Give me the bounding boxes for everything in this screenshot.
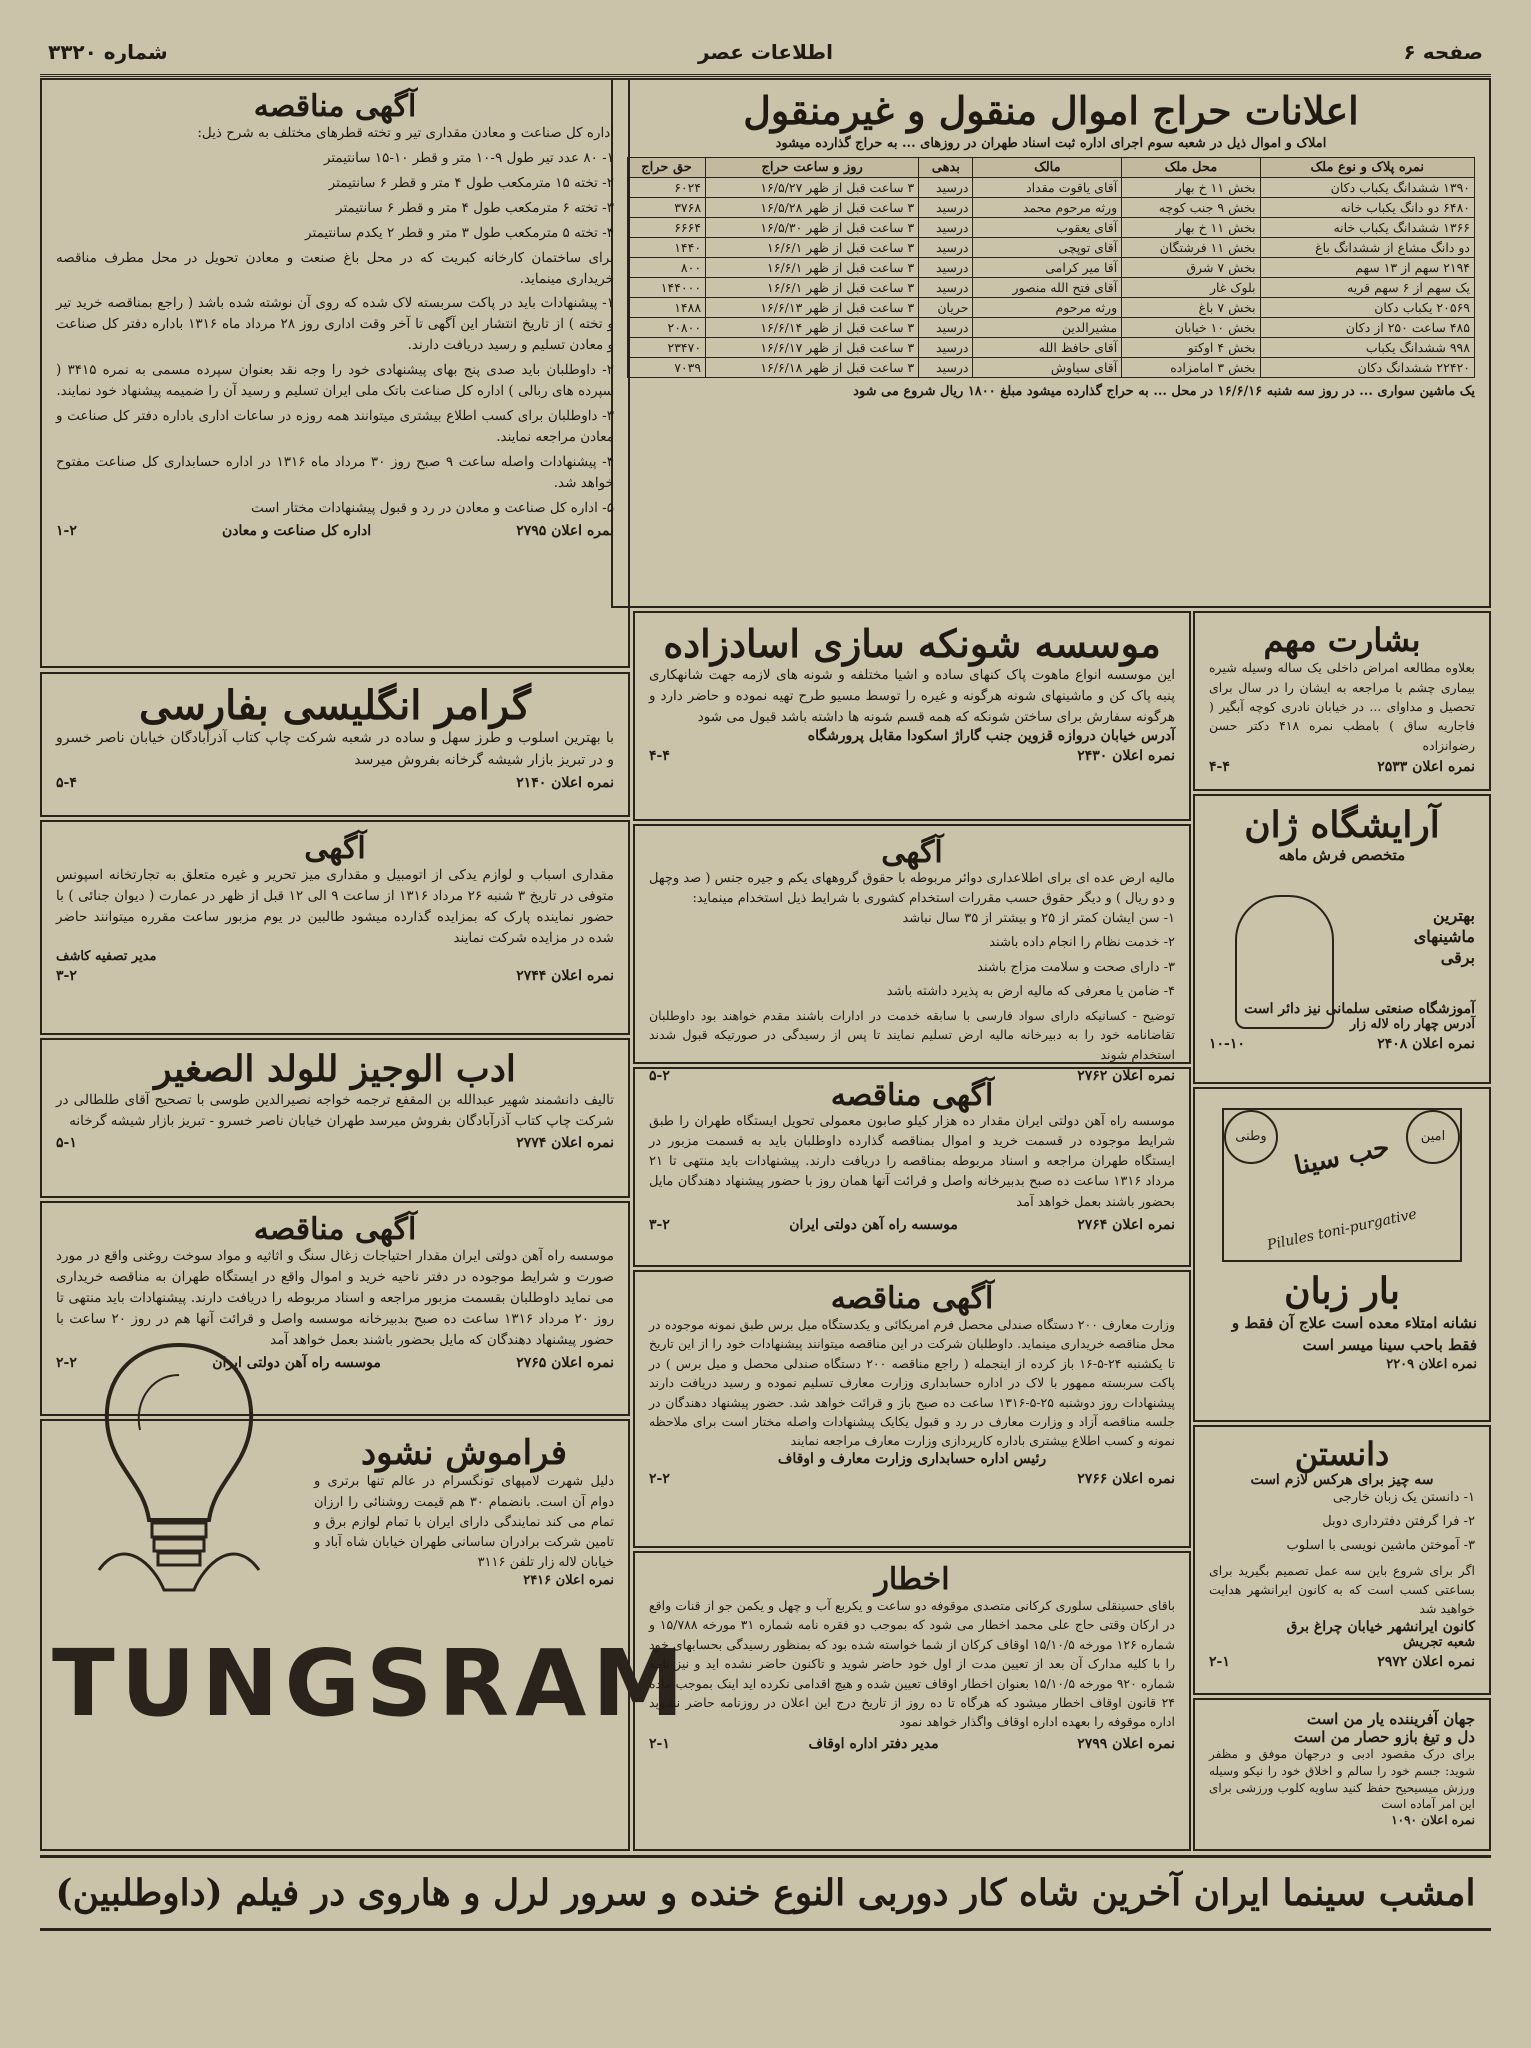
tender4-text: وزارت معارف ۲۰۰ دستگاه صندلی محصل فرم امریکائی و یکدستگاه میل برس طبق نمونه موجوده در محل مناقصه خریداری مینماید. داوطلبان شرکت در این مناقصه میتوانند پیشنهادات خود را از این تاریخ تا یکشنبه ۲۴-۵-۱۶ باز کرده از اینجمله ( راجع مناقصه ۲۰۰ دستگاه صندلی محصل و میل برس ) در پاکت سربسته ممهور با لاک در اداره حسابداری وزارت معارف تسلیم نموده و رسید دریافت دارند پیشنهادات روز دوشنبه ۲۵-۵-۱۳۱۶ ساعت ده صبح باز و قرائت خواهد شد. حضور پیشنهاد دهندگان در جلسه مناقصه آزاد و وزارت معارف در رد و قبول یکایک پیشنهادات واصله مختار است برای ملاحظه نمونه و کسب اطلاع بیشتری باداره کارپردازی وزارت معارف مراجعه نمایند [649, 1317, 1176, 1449]
notice2-title: آگهی [881, 835, 943, 870]
auction-cell: یک سهم از ۶ سهم قریه [1260, 277, 1474, 297]
auction-row [628, 177, 1475, 197]
woman-portrait-icon [1235, 895, 1334, 1029]
tender1-line: ۴- پیشنهادات واصله ساعت ۹ صبح روز ۳۰ مرداد ماه ۱۳۱۶ در اداره حسابداری کل صناعت مفتوح خواهد شد. [56, 453, 614, 491]
col-header: بدهی [919, 157, 973, 177]
asadzadeh-footer [649, 748, 1175, 764]
tender3-text: موسسه راه آهن دولتی ایران مقدار ده هزار کیلو صابون معمولی تحویل ایستگاه طهران را طبق شرایط موجوده در قسمت خرید و اموال بمناقصه گذارده داوطلبان باید به قسمت مزبور در ایستگاه طهران مراجعه و اسناد مربوطه بمناقصه را دریافت دارند. پیشنهادات باید منتهی تا ۲۱ مرداد ۱۳۱۶ ساعت ده صبح بدبیرخانه واصل و قرائت آنها همان روز با حضور پیشنهاد دهندگان مایل بحضور باشند بعمل خواهد آمد [649, 1114, 1175, 1210]
auction-cell: بخش ۱۱ خ بهار [1122, 217, 1260, 237]
auction-cell: ۱۴۸۸ [628, 297, 706, 317]
tender4-sign: رئیس اداره حسابداری وزارت معارف و اوقاف [777, 1450, 1047, 1467]
col-header: مالک [973, 157, 1122, 177]
auction-cell: بخش ۷ شرق [1122, 257, 1260, 277]
tender1-line: ۱- پیشنهادات باید در پاکت سربسته لاک شده که روی آن نوشته شده باشد ( راجع بمناقصه خرید تیر و تخته ) از تاریخ انتشار این آگهی تا آخر وقت اداری روز ۲۸ مرداد ماه ۱۳۱۶ باداره دفتر کل صناعت و معادن تسلیم و رسید دریافت دارند. [56, 295, 614, 354]
auction-cell: ۱۳۶۶ ششدانگ یکباب خانه [1260, 217, 1474, 237]
tender1-line: ۲- داوطلبان باید صدی پنج بهای پیشنهادی خود را وجه نقد بعنوان سپرده مسمی به نمره ۳۴۱۵ ( سپرده های ربالی ) اداره کل صناعت باتک ملی ایران تسلیم و رسید آن را ضمیمه پیشنهاد خود نمایند. [56, 362, 615, 400]
adab-number: نمره اعلان ۲۷۷۴ [516, 1135, 614, 1152]
auction-cell: درسید [919, 177, 973, 197]
auction-cell: ۷۰۳۹ [628, 357, 706, 377]
col-header: محل ملک [1122, 157, 1260, 177]
jahan-subtitle: دل و تیغ بازو حصار من است [1293, 1728, 1475, 1746]
auction-cell: ۱۴۴۰۰۰ [628, 277, 706, 297]
tender4-number: نمره اعلان ۲۷۶۶ [1077, 1470, 1175, 1487]
comb-maker-ad [633, 611, 1191, 821]
zhan-title: آرایشگاه ژان [1244, 804, 1440, 846]
danestan-address: کانون ایرانشهر خیابان چراغ برق [1286, 1618, 1475, 1635]
tender4-code: ۲-۲ [649, 1470, 670, 1487]
tender2-number: نمره اعلان ۲۷۶۵ [516, 1354, 614, 1371]
adab-code: ۵-۱ [56, 1135, 77, 1152]
auction-cell: بخش ۴ اوکتو [1122, 337, 1260, 357]
auction-cell: آقای توپچی [973, 237, 1122, 257]
notice1-code: ۳-۲ [56, 967, 77, 984]
auction-cell: ۲۲۴۲۰ ششدانگ دکان [1260, 357, 1474, 377]
danestan-branch: شعبه تجریش [1403, 1634, 1475, 1650]
tender1-line: ۲- تخته ۱۵ مترمکعب طول ۴ متر و قطر ۶ سانتیمتر [328, 174, 614, 191]
auction-cell: درسید [919, 317, 973, 337]
auction-cell: ۶۴۸۰ دو دانگ یکباب خانه [1260, 197, 1474, 217]
tender2-title: آگهی مناقصه [253, 1212, 417, 1247]
auction-row [628, 337, 1475, 357]
tender-education-ad [633, 1270, 1191, 1548]
auction-note: یک ماشین سواری ... در روز سه شنبه ۱۶/۶/۱۶ در محل ... به حراج گذارده میشود مبلغ ۱۸۰۰ ریال شروع می شود [853, 383, 1475, 399]
tender1-number: نمره اعلان ۲۷۹۵ [516, 522, 614, 539]
auction-title: اعلانات حراج اموال منقول و غیرمنقول [743, 88, 1359, 133]
auction-cell: ۹۹۸ ششدانگ یکباب [1260, 337, 1474, 357]
tender3-sign: موسسه راه آهن دولتی ایران [789, 1216, 958, 1233]
auction-cell: درسید [919, 337, 973, 357]
auction-header-row [628, 157, 1475, 177]
tender3-number: نمره اعلان ۲۷۶۴ [1077, 1216, 1175, 1233]
tender2-text: موسسه راه آهن دولتی ایران مقدار احتیاجات زغال سنگ و اثاثیه و مواد سوخت روغنی واقع در مورد صورت و شرایط موجوده در دفتر ناحیه خرید و اموال واقع در ایستگاه طهران به مناقصه خریداری می نماید داوطلبان بقسمت مزبور مراجعه و اسناد مربوطه را دریافت دارند. پیشنهادات باید منتهی تا روز ۲۰ مرداد ۱۳۱۶ ساعت ده صبح بدبیرخانه موسسه واصل و قرائت آنها هم در روز ۲۰ ساعت با حضور پیشنهاد دهندگان که مایل بحضور باشند بعمل خواهد آمد [56, 1248, 614, 1348]
auction-row [628, 277, 1475, 297]
auction-cell: مشیرالدین [973, 317, 1122, 337]
tender1-footer [56, 523, 614, 539]
notice2-text: مالیه ارض عده ای برای اطلاعداری دوائر مربوطه با حقوق گروههای یکم و جیره جنس ( صد وچهل و دو ریال ) و دیگر حقوق حسب مقررات استخدام کشوری با شرایط ذیل استخدام مینماید: [649, 871, 1175, 907]
ekhtar-text: باقای حسینقلی سلوری کرکانی متصدی موقوفه دو ساعت و یکربع آب و چهل و یکمن جو از قنات واقع در ارکان وقتی حاج علی محمد اخطار می شود که بموجب دو فقره نامه شماره ۳۱ مورخه ۱۵/۷۸۸ و شماره ۱۲۶ مورخه ۱۵/۱۰/۵ اوقاف کرکان از شما خواسته شده بود که بمنظور رسیدگی بحسابهای خود را با کلیه مدارک آن بعد از تعیین مدت از اول خود حاضر شوید و تاکنون حاضر نشده اید و نیز نامه شماره ۹۲۰ مورخه ۱۵/۱۰/۵ بعنوان اخطار اوقاف تعیین شده و هیچ اقدامی نکرده اید اینک بموجب ماده ۲۴ قانون اوقاف اخطار میشود که هرگاه تا ده روز از تاریخ درج این اعلان در روزنامه حاضر نشوید اداره موقوفه را بعهده اداره اوقاف واگذار خواهد نمود [649, 1598, 1175, 1730]
lightbulb-icon [84, 1335, 274, 1615]
tender1-line: ۴- تخته ۵ مترمکعب طول ۳ متر و قطر ۲ یکدم سانتیمتر [305, 224, 614, 241]
ekhtar-code: ۲-۱ [649, 1735, 670, 1752]
notice1-number: نمره اعلان ۲۷۴۴ [516, 967, 614, 984]
auction-cell: بخش ۳ امامزاده [1122, 357, 1260, 377]
auction-cell: درسید [919, 197, 973, 217]
auction-cell: ۲۰۸۰۰ [628, 317, 706, 337]
auction-cell: آقای حافظ الله [973, 337, 1122, 357]
besharat-footer [1209, 759, 1475, 775]
danestan-subtitle: سه چیز برای هرکس لازم است [1250, 1472, 1434, 1489]
auction-cell: ۱۳۹۰ ششدانگ یکباب دکان [1260, 177, 1474, 197]
auction-cell: درسید [919, 357, 973, 377]
tender1-sign: اداره کل صناعت و معادن [221, 522, 372, 539]
zhan-subtitle: متخصص فرش ماهه [1278, 845, 1406, 864]
besharat-ad [1193, 611, 1491, 791]
paper-name: اطلاعات عصر [698, 40, 833, 64]
tender1-body [56, 123, 614, 519]
auction-cell: بخش ۱۱ فرشتگان [1122, 237, 1260, 257]
sina-emblem [1222, 1108, 1462, 1262]
auction-cell: بخش ۱۰ خیابان [1122, 317, 1260, 337]
zhan-number: نمره اعلان ۲۴۰۸ [1377, 1036, 1475, 1052]
col-header: حق حراج [628, 157, 706, 177]
auction-cell: درسید [919, 217, 973, 237]
auction-table [627, 157, 1475, 378]
danestan-ad [1193, 1425, 1491, 1695]
zhan-text: آموزشگاه صنعتی سلمانی نیز دائر است [1244, 1001, 1475, 1017]
grammar-ad [40, 672, 630, 817]
auction-cell: ۳ ساعت قبل از ظهر ۱۶/۶/۱ [706, 277, 919, 297]
issue-number: شماره ۳۳۲۰ [48, 40, 168, 64]
page-number: صفحه ۶ [1403, 40, 1483, 64]
ekhtar-number: نمره اعلان ۲۷۹۹ [1077, 1735, 1175, 1752]
notice1-text: مقداری اسباب و لوازم یدکی از اتومبیل و مقداری میز تحریر و غیره متعلق به تجارتخانه اسپونس متوفی در تاریخ ۳ شنبه ۲۶ مرداد ۱۳۱۶ از ساعت ۹ الی ۱۲ قبل از ظهر در عمارت ( دیوان جنائی ) با حضور نماینده پارک که بمزایده گذارده میشود طالبین در یوم مزبور ساعت مقرره میتوانند حاضر شده در مزایده شرکت نمایند [56, 867, 614, 946]
danestan-item: ۲- فرا گرفتن دفترداری دوبل [1322, 1514, 1475, 1530]
notice1-footer [56, 968, 614, 984]
sports-club-ad [1193, 1698, 1491, 1851]
auction-cell: درسید [919, 277, 973, 297]
grammar-footer [56, 775, 614, 791]
barzaban-title: بار زبان [1284, 1270, 1400, 1312]
auction-cell: ۳ ساعت قبل از ظهر ۱۶/۶/۱۸ [706, 357, 919, 377]
finance-hiring-ad [633, 824, 1191, 1084]
auction-cell: ۳۷۶۸ [628, 197, 706, 217]
auction-cell: آقا میر کرامی [973, 257, 1122, 277]
page-header [40, 34, 1491, 77]
col-header: روز و ساعت حراج [706, 157, 919, 177]
emblem-corner: امین [1406, 1110, 1460, 1164]
faramoosh-text: دلیل شهرت لامپهای تونگسرام در عالم تنها برتری و دوام آن است. بانضمام ۳۰ هم قیمت روشنائی را ارزان تمام می کند نمایندگی دارای ایران با تمام لوازم برق و تامین شرکت برادران ساسانی طهران خیابان شاه آباد و خیابان لاله زار تلفن ۳۱۱۶ [314, 1474, 614, 1570]
tender1-line: اداره کل صناعت و معادن مقداری تیر و تخته قطرهای مختلف به شرح ذیل: [197, 125, 614, 141]
notice2-code: ۵-۲ [649, 1067, 670, 1084]
auction-cell: ورثه مرحوم [973, 297, 1122, 317]
tender1-line: ۳- داوطلبان برای کسب اطلاع بیشتری میتوانند همه روزه در ساعات اداری باداره دفتر کل صناعت و معادن مراجعه نمایند. [56, 408, 614, 445]
jahan-text: برای درک مقصود ادبی و درجهان موفق و مظفر شوید: جسم خود را سالم و اخلاق خود را نیکو وسیله ورزش میسیحیح حفظ کنید ساویه کلوب ورزشی برای این امر آماده است [1209, 1747, 1475, 1812]
auction-cell: حریان [919, 297, 973, 317]
tender2-code: ۲-۲ [56, 1354, 77, 1371]
danestan-footer [1209, 1654, 1475, 1670]
auction-cell: درسید [919, 237, 973, 257]
notice2-item: ۱- سن ایشان کمتر از ۲۵ و بیشتر از ۳۵ سال نباشد [902, 911, 1175, 927]
auction-cell: ۶۶۶۴ [628, 217, 706, 237]
auction-cell: ۴۸۵ ساعت ۲۵۰ از دکان [1260, 317, 1474, 337]
auction-row [628, 357, 1475, 377]
auction-row [628, 297, 1475, 317]
ekhtar-footer [649, 1736, 1175, 1752]
tungsram-logo: TUNGSRAM [52, 1630, 690, 1737]
auction-cell: ۳ ساعت قبل از ظهر ۱۶/۵/۲۸ [706, 197, 919, 217]
danestan-item: ۳- آموختن ماشین نویسی با اسلوب [1286, 1538, 1475, 1554]
tender-soap-ad [633, 1067, 1191, 1267]
emblem-corner: وطنی [1224, 1110, 1278, 1164]
auction-cell: ۲۱۹۴ سهم از ۱۳ سهم [1260, 257, 1474, 277]
auction-cell: ۱۴۴۰ [628, 237, 706, 257]
notice1-title: آگهی [304, 831, 366, 866]
zhan-address: آدرس چهار راه لاله زار [1349, 1017, 1475, 1032]
tender4-title: آگهی مناقصه [830, 1281, 994, 1316]
zhan-footer [1209, 1036, 1475, 1052]
zhan-code: ۱۰-۱۰ [1209, 1036, 1245, 1052]
auction-cell: دو دانگ مشاع از ششدانگ باغ [1260, 237, 1474, 257]
tender1-line: برای ساختمان کارخانه کبریت که در محل باغ صنعت و معادن تحویل در محل مطرف مناقصه خریداری مینماید. [56, 249, 614, 287]
auction-row [628, 197, 1475, 217]
adab-book-ad [40, 1038, 630, 1198]
danestan-item: ۱- دانستن یک زبان خارجی [1332, 1490, 1475, 1506]
notice1-sign: مدیر تصفیه کاشف [56, 948, 157, 964]
auction-cell: بخش ۹ جنب کوچه [1122, 197, 1260, 217]
auction-row [628, 257, 1475, 277]
asadzadeh-title: موسسه شونکه سازی اسادزاده [663, 621, 1161, 666]
grammar-text: با بهترین اسلوب و طرز سهل و ساده در شعبه شرکت چاپ کتاب آذرآبادگان خیابان ناصر خسرو و در تبریز بازار شیشه گرخانه بفروش میرسد [56, 730, 614, 768]
auction-cell: ۳ ساعت قبل از ظهر ۱۶/۶/۱۴ [706, 317, 919, 337]
besharat-title: بشارت مهم [1263, 621, 1421, 659]
auction-cell: ورثه مرحوم محمد [973, 197, 1122, 217]
notice2-item: ۳- دارای صحت و سلامت مزاج باشند [977, 959, 1175, 975]
auction-cell: ۲۳۴۷۰ [628, 337, 706, 357]
auction-section [611, 78, 1491, 608]
emblem-text: حب سینا [1291, 1132, 1393, 1182]
auction-cell: ۸۰۰ [628, 257, 706, 277]
tender3-footer [649, 1217, 1175, 1233]
ekhtar-title: اخطار [874, 1562, 950, 1597]
auction-cell: بخش ۱۱ خ بهار [1122, 177, 1260, 197]
auction-cell: ۶۰۲۴ [628, 177, 706, 197]
auction-cell: ۲۰۵۶۹ یکباب دکان [1260, 297, 1474, 317]
barzaban-block [1207, 1272, 1477, 1372]
jahan-number: نمره اعلان ۱۰۹۰ [1391, 1813, 1475, 1828]
danestan-number: نمره اعلان ۲۹۷۲ [1377, 1653, 1475, 1670]
ekhtar-sign: مدیر دفتر اداره اوقاف [808, 1735, 939, 1752]
tender2-sign: موسسه راه آهن دولتی ایران [212, 1354, 381, 1371]
besharat-number: نمره اعلان ۲۵۳۳ [1377, 759, 1475, 776]
notice2-item: ۲- خدمت نظام را انجام داده باشند [989, 935, 1175, 951]
cinema-banner: امشب سینما ایران آخرین شاه کار دوربی النوع خنده و سرور لرل و هاروی در فیلم (داوطلبین) [40, 1855, 1491, 1931]
adab-title: ادب الوجیز للولد الصغیر [154, 1048, 516, 1090]
tender4-footer [649, 1471, 1175, 1487]
notice2-items [649, 909, 1175, 1002]
auction-cell: درسید [919, 257, 973, 277]
auction-cell: ۳ ساعت قبل از ظهر ۱۶/۶/۱ [706, 237, 919, 257]
auction-cell: بلوک غار [1122, 277, 1260, 297]
auction-cell: ۳ ساعت قبل از ظهر ۱۶/۶/۱۷ [706, 337, 919, 357]
auction-rows [628, 177, 1475, 377]
jahan-title: جهان آفریننده یار من است [1306, 1710, 1475, 1728]
auction-subtitle: املاک و اموال ذیل در شعبه سوم اجرای اداره ثبت اسناد طهران در روزهای ... به حراج گذارده میشود [775, 135, 1327, 151]
notice2-item: ۴- ضامن یا معرفی که مالیه ارض به پذیرد داشته باشد [886, 983, 1175, 999]
auction-cell: آقای فتح الله منصور [973, 277, 1122, 297]
asadzadeh-number: نمره اعلان ۲۴۳۰ [1077, 747, 1175, 764]
grammar-code: ۵-۴ [56, 775, 77, 792]
faramoosh-number: نمره اعلان ۲۴۱۶ [523, 1573, 614, 1589]
grammar-number: نمره اعلان ۲۱۴۰ [516, 775, 614, 792]
tender3-title: آگهی مناقصه [830, 1078, 994, 1113]
faramoosh-title: فراموش نشود [360, 1433, 568, 1473]
danestan-items [1209, 1488, 1475, 1556]
auction-cell: آقای یعقوب [973, 217, 1122, 237]
tender1-line: ۳- تخته ۶ مترمکعب طول ۴ متر و قطر ۶ سانتیمتر [336, 199, 614, 216]
besharat-code: ۴-۴ [1209, 759, 1230, 776]
danestan-text: اگر برای شروع باین سه عمل تصمیم بگیرید برای بساعتی کسب است که به کانون ایرانشهر هدایت خواهید شد [1209, 1562, 1475, 1617]
adab-footer [56, 1135, 614, 1151]
tender1-code: ۱-۲ [56, 522, 77, 539]
grammar-title: گرامر انگلیسی بفارسی [139, 682, 531, 729]
auction-cell: ۳ ساعت قبل از ظهر ۱۶/۶/۱۳ [706, 297, 919, 317]
danestan-title: دانستن [1294, 1435, 1390, 1473]
auction-row [628, 237, 1475, 257]
notice-auction-ad [40, 820, 630, 1035]
barzaban-number: نمره اعلان ۲۲۰۹ [1386, 1356, 1477, 1372]
auction-cell: ۳ ساعت قبل از ظهر ۱۶/۵/۳۰ [706, 217, 919, 237]
besharat-text: بعلاوه مطالعه امراض داخلی یک ساله وسیله شیره بیماری چشم با مراجعه به ایشان را در سال برای تحصیل و مداوای ... در خیابان نادری کوچه آبگیر ( فاجاریه ساق ) بامطب نمره ۴۱۸ دکتر حسن رضوانزاده [1209, 660, 1475, 753]
notice2-note: توضیح - کسانیکه دارای سواد فارسی با سابقه خدمت در ادارات باشند مقدم خواهند بود داوطلبان تقاضانامه خود را به دبیرخانه مالیه ارض تسلیم نمایند تا پس از رسیدگی در صورتیکه قبول شدند استخدام شوند [649, 1007, 1175, 1062]
auction-cell: ۳ ساعت قبل از ظهر ۱۶/۶/۱ [706, 257, 919, 277]
warning-notice [633, 1551, 1191, 1851]
tender-steel-ad [40, 78, 630, 668]
tender1-line: ۵- اداره کل صناعت و معادن در رد و قبول پیشنهادات مختار است [251, 499, 614, 516]
asadzadeh-text: این موسسه انواع ماهوت پاک کنهای ساده و اشیا مختلفه و شونه های لازمه جهت شانهکاری پنبه پاک کن و ماشینهای شونه هرگونه و غیره را توسط مسیو طرح تهیه نموده و حاضر دارد و هرگونه سفارش برای ساختن شونکه که همه قسم شونه ها داشته باشد قبول می شود [649, 666, 1175, 725]
asadzadeh-address: آدرس خیابان دروازه قزوین جنب گاراژ اسکودا مقابل پرورشگاه [807, 727, 1175, 744]
asadzadeh-code: ۴-۴ [649, 747, 670, 764]
auction-cell: آقای سیاوش [973, 357, 1122, 377]
auction-row [628, 217, 1475, 237]
col-header: نمره پلاک و نوع ملک [1260, 157, 1474, 177]
emblem-subtext: Pilules toni-purgative [1265, 1206, 1419, 1254]
tender1-line: ۱- ۸۰ عدد تیر طول ۹-۱۰ متر و قطر ۱۰-۱۵ سانتیمتر [323, 149, 614, 166]
tender3-code: ۳-۲ [649, 1216, 670, 1233]
auction-cell: ۳ ساعت قبل از ظهر ۱۶/۵/۲۷ [706, 177, 919, 197]
zhan-side-text: بهترین ماشینهای برقی [1413, 906, 1475, 967]
auction-row [628, 317, 1475, 337]
adab-text: تالیف دانشمند شهیر عبدالله بن المقفع ترجمه خواجه نصیرالدین طوسی با تصحیح آقای طلطالی در شرکت چاپ کتاب آذرآبادگان بفروش میرسد طهران خیابان ناصر خسرو - تبریز بازار شیشه گرخانه [56, 1091, 614, 1129]
auction-cell: آقای یاقوت مقداد [973, 177, 1122, 197]
tungsram-copy [314, 1435, 614, 1588]
barzaban-text: نشانه امتلاء معده است علاج آن فقط و فقط باحب سینا میسر است [1231, 1313, 1477, 1355]
tender1-title: آگهی مناقصه [253, 89, 417, 124]
danestan-code: ۲-۱ [1209, 1653, 1230, 1670]
auction-cell: بخش ۷ باغ [1122, 297, 1260, 317]
notice2-number: نمره اعلان ۲۷۶۲ [1077, 1067, 1175, 1084]
